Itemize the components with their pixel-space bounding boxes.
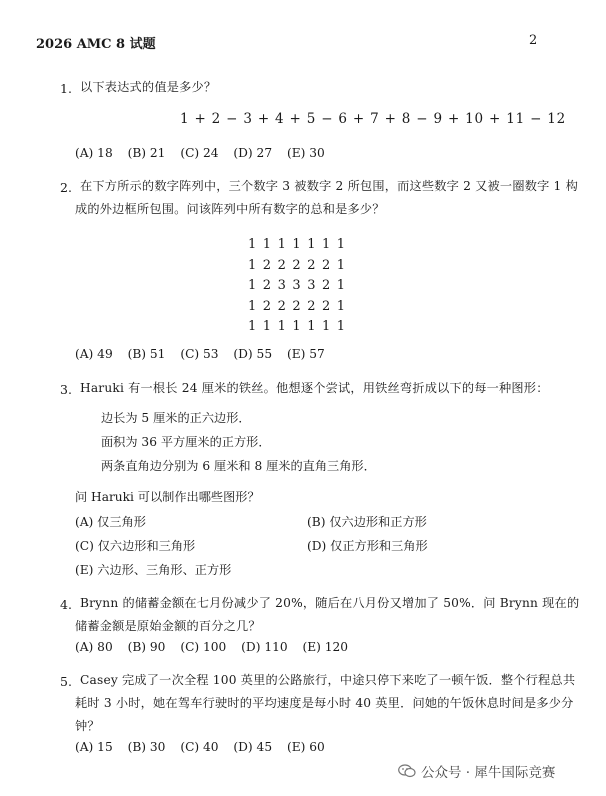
array-cell: 2 xyxy=(262,298,272,314)
q4-option-e: (E) 120 xyxy=(302,640,349,654)
q5-option-e: (E) 60 xyxy=(286,740,325,754)
array-cell: 1 xyxy=(336,319,346,334)
question-4-text-line2: 储蓄金额是原始金额的百分之几？ xyxy=(75,619,261,633)
array-cell: 1 xyxy=(277,237,286,252)
q1-option-a: (A) 18 xyxy=(75,146,113,160)
array-cell: 1 xyxy=(292,237,301,252)
array-cell: 2 xyxy=(321,278,331,293)
array-cell: 1 xyxy=(248,319,257,334)
array-cell: 1 xyxy=(307,237,316,252)
array-row xyxy=(248,299,352,320)
array-cell: 2 xyxy=(307,298,316,314)
q5-option-a: (A) 15 xyxy=(75,740,113,754)
array-cell: 1 xyxy=(248,237,257,252)
q5-option-c: (C) 40 xyxy=(180,740,219,754)
array-row xyxy=(248,237,352,258)
array-cell: 2 xyxy=(321,257,331,273)
question-1-expression: 1 + 2 − 3 + 4 + 5 − 6 + 7 + 8 − 9 + 10 + 11 − 12 xyxy=(180,111,567,127)
q1-option-d: (D) 27 xyxy=(233,146,273,160)
page-header-title: 2026 AMC 8 试题 xyxy=(36,37,156,52)
array-cell: 1 xyxy=(248,257,257,273)
q5-option-b: (B) 30 xyxy=(127,740,166,754)
array-cell: 1 xyxy=(336,237,346,252)
q3-option-c: (C) 仅六边形和三角形 xyxy=(75,539,196,553)
q4-option-b: (B) 90 xyxy=(127,640,166,654)
array-cell: 3 xyxy=(292,278,301,293)
array-cell: 1 xyxy=(248,278,257,293)
array-cell: 1 xyxy=(321,237,331,252)
array-cell: 1 xyxy=(262,319,272,334)
question-2-text-line2: 成的外边框所包围。问该阵列中所有数字的总和是多少？ xyxy=(75,202,385,216)
array-cell: 2 xyxy=(292,298,301,314)
q4-option-c: (C) 100 xyxy=(180,640,227,654)
array-cell: 2 xyxy=(262,278,272,293)
q3-option-b: (B) 仅六边形和正方形 xyxy=(307,515,427,529)
array-cell: 1 xyxy=(321,319,331,334)
question-4-number: 4. xyxy=(60,597,72,612)
array-cell: 3 xyxy=(277,278,286,293)
question-2-number: 2. xyxy=(60,180,72,195)
question-3-text: Haruki 有一根长 24 厘米的铁丝。他想逐个尝试，用铁丝弯折成以下的每一种图形： xyxy=(80,381,549,395)
array-cell: 1 xyxy=(248,298,257,314)
q3-shape-hexagon: 边长为 5 厘米的正六边形． xyxy=(101,411,251,425)
question-3-number: 3. xyxy=(60,382,72,397)
question-5-text-line1: Casey 完成了一次全程 100 英里的公路旅行，中途只停下来吃了一顿午饭．整个行程总共 xyxy=(80,673,576,687)
array-cell: 1 xyxy=(336,278,346,293)
question-1-number: 1. xyxy=(60,81,72,96)
array-cell: 1 xyxy=(277,319,286,334)
q5-option-d: (D) 45 xyxy=(233,740,273,754)
question-4-options xyxy=(75,640,359,654)
array-cell: 2 xyxy=(321,298,331,314)
question-5-options xyxy=(75,740,336,754)
q3-shape-square: 面积为 36 平方厘米的正方形． xyxy=(101,435,271,449)
q4-option-a: (A) 80 xyxy=(75,640,113,654)
q2-option-d: (D) 55 xyxy=(233,347,273,361)
question-5-text-line2: 耗时 3 小时，她在驾车行驶时的平均速度是每小时 40 英里．问她的午饭休息时间是多少分 xyxy=(75,696,574,710)
array-cell: 1 xyxy=(336,257,346,273)
q1-option-b: (B) 21 xyxy=(127,146,166,160)
question-1-options xyxy=(75,146,336,160)
page-number: 2 xyxy=(529,33,538,48)
q2-option-a: (A) 49 xyxy=(75,347,113,361)
array-row xyxy=(248,319,352,340)
question-1-text: 以下表达式的值是多少？ xyxy=(80,80,217,94)
watermark-text: 公众号 · 犀牛国际竞赛 xyxy=(421,765,556,781)
array-cell: 2 xyxy=(277,298,286,314)
array-cell: 1 xyxy=(307,319,316,334)
array-cell: 1 xyxy=(336,298,346,314)
wechat-icon xyxy=(398,764,416,778)
question-2-text-line1: 在下方所示的数字阵列中，三个数字 3 被数字 2 所包围，而这些数字 2 又被一圈数字 1 构 xyxy=(80,179,578,193)
q3-option-a: (A) 仅三角形 xyxy=(75,515,146,529)
question-3-prompt: 问 Haruki 可以制作出哪些图形？ xyxy=(75,490,260,504)
array-cell: 2 xyxy=(277,257,286,273)
question-2-options xyxy=(75,347,336,361)
array-cell: 1 xyxy=(292,319,301,334)
q1-option-e: (E) 30 xyxy=(286,146,325,160)
q2-option-e: (E) 57 xyxy=(286,347,325,361)
watermark xyxy=(398,761,555,781)
question-5-number: 5. xyxy=(60,674,72,689)
q3-option-e: (E) 六边形、三角形、正方形 xyxy=(75,563,232,577)
q4-option-d: (D) 110 xyxy=(241,640,288,654)
q1-option-c: (C) 24 xyxy=(180,146,219,160)
q2-option-c: (C) 53 xyxy=(180,347,219,361)
array-cell: 3 xyxy=(307,278,316,293)
array-cell: 1 xyxy=(262,237,272,252)
q2-option-b: (B) 51 xyxy=(127,347,166,361)
question-4-text-line1: Brynn 的储蓄金额在七月份减少了 20%，随后在八月份又增加了 50%．问 Brynn 现在的 xyxy=(80,596,580,610)
q3-option-d: (D) 仅正方形和三角形 xyxy=(307,539,428,553)
array-cell: 2 xyxy=(292,257,301,273)
question-5-text-line3: 钟？ xyxy=(75,719,100,733)
q3-shape-triangle: 两条直角边分别为 6 厘米和 8 厘米的直角三角形． xyxy=(101,459,376,473)
number-array xyxy=(248,237,352,340)
array-row xyxy=(248,278,352,299)
array-cell: 2 xyxy=(262,257,272,273)
array-row xyxy=(248,258,352,279)
array-cell: 2 xyxy=(307,257,316,273)
